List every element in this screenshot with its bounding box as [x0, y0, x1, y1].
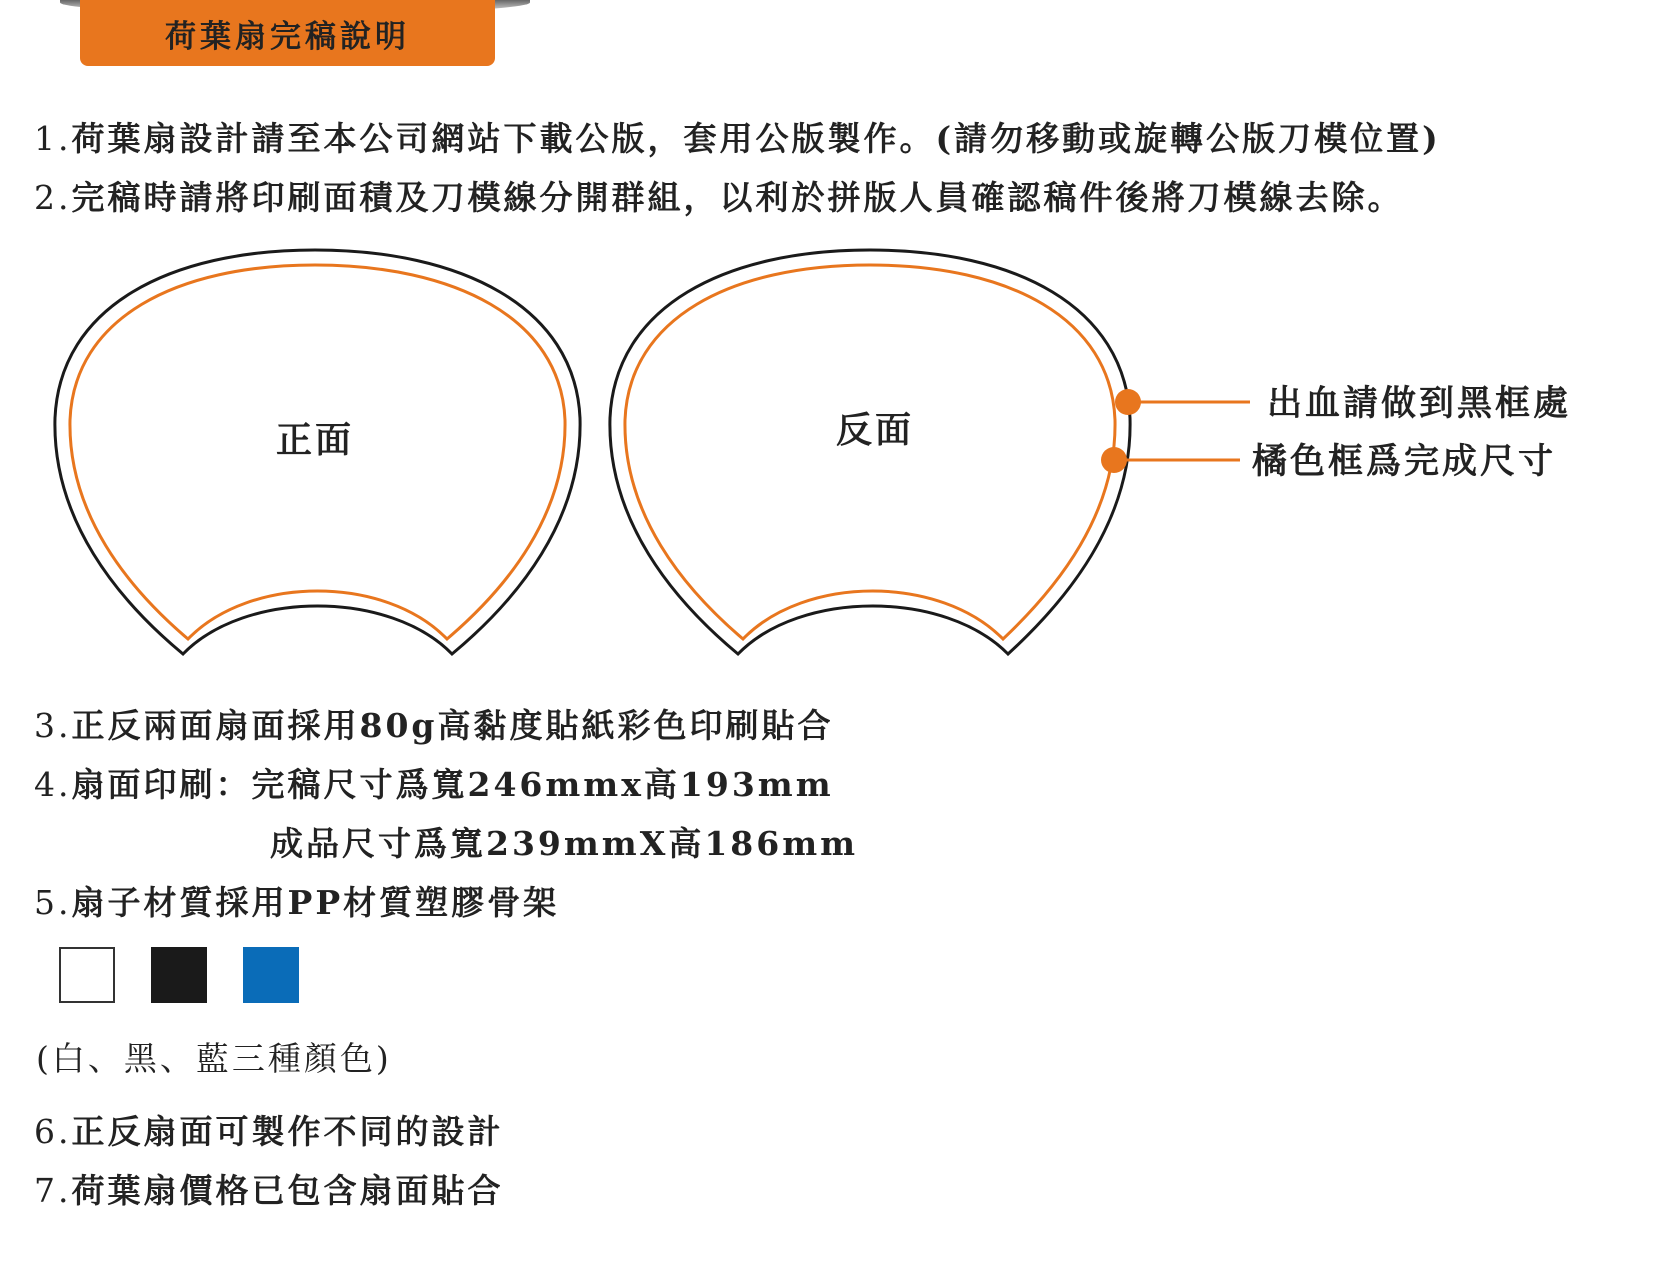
spec-line-4 [34, 759, 834, 806]
spec-text: 扇子材質採用PP材質塑膠骨架 [71, 883, 560, 922]
instruction-line-1 [34, 113, 1441, 160]
back-fan [610, 250, 1130, 654]
bleed-callout-dot [1115, 389, 1141, 415]
note-text: 正反扇面可製作不同的設計 [71, 1112, 504, 1151]
instruction-number: 2. [34, 178, 72, 217]
spec-number: 4. [34, 765, 72, 804]
spec-number: 3. [34, 706, 72, 745]
trim-callout-text: 橘色框爲完成尺寸 [1252, 442, 1557, 482]
note-line-6 [34, 1106, 504, 1153]
note-number: 6. [34, 1112, 72, 1151]
instruction-number: 1. [34, 119, 72, 158]
blue-color-swatch [243, 947, 299, 1003]
color-options-caption: (白、黑、藍三種顏色) [36, 1039, 392, 1078]
front-fan [55, 250, 580, 654]
spec-number: 5. [34, 883, 72, 922]
back-fan-label: 反面 [835, 410, 915, 451]
page-title: 荷葉扇完稿說明 [80, 0, 495, 66]
note-text: 荷葉扇價格已包含扇面貼合 [71, 1171, 504, 1210]
white-color-swatch [59, 947, 115, 1003]
spec-line-3 [34, 700, 834, 747]
trim-callout-dot [1101, 447, 1127, 473]
fan-diagram [0, 230, 1664, 670]
callouts [1101, 384, 1571, 482]
spec-line-4-continued: 成品尺寸爲寬239mmX高186mm [270, 824, 859, 863]
spec-text: 正反兩面扇面採用80g高黏度貼紙彩色印刷貼合 [71, 706, 834, 745]
note-line-7 [34, 1165, 504, 1212]
bleed-callout-text: 出血請做到黑框處 [1267, 384, 1572, 424]
black-color-swatch [151, 947, 207, 1003]
spec-line-5 [34, 877, 559, 924]
instruction-text: 完稿時請將印刷面積及刀模線分開群組，以利於拼版人員確認稿件後將刀模線去除。 [71, 178, 1404, 217]
spec-text: 扇面印刷：完稿尺寸爲寬246mmx高193mm [71, 765, 834, 804]
back-fan-trim-outline [625, 265, 1115, 639]
instruction-text: 荷葉扇設計請至本公司網站下載公版，套用公版製作。(請勿移動或旋轉公版刀模位置) [71, 119, 1441, 158]
front-fan-label: 正面 [275, 420, 355, 461]
instruction-line-2 [34, 172, 1404, 219]
note-number: 7. [34, 1171, 72, 1210]
